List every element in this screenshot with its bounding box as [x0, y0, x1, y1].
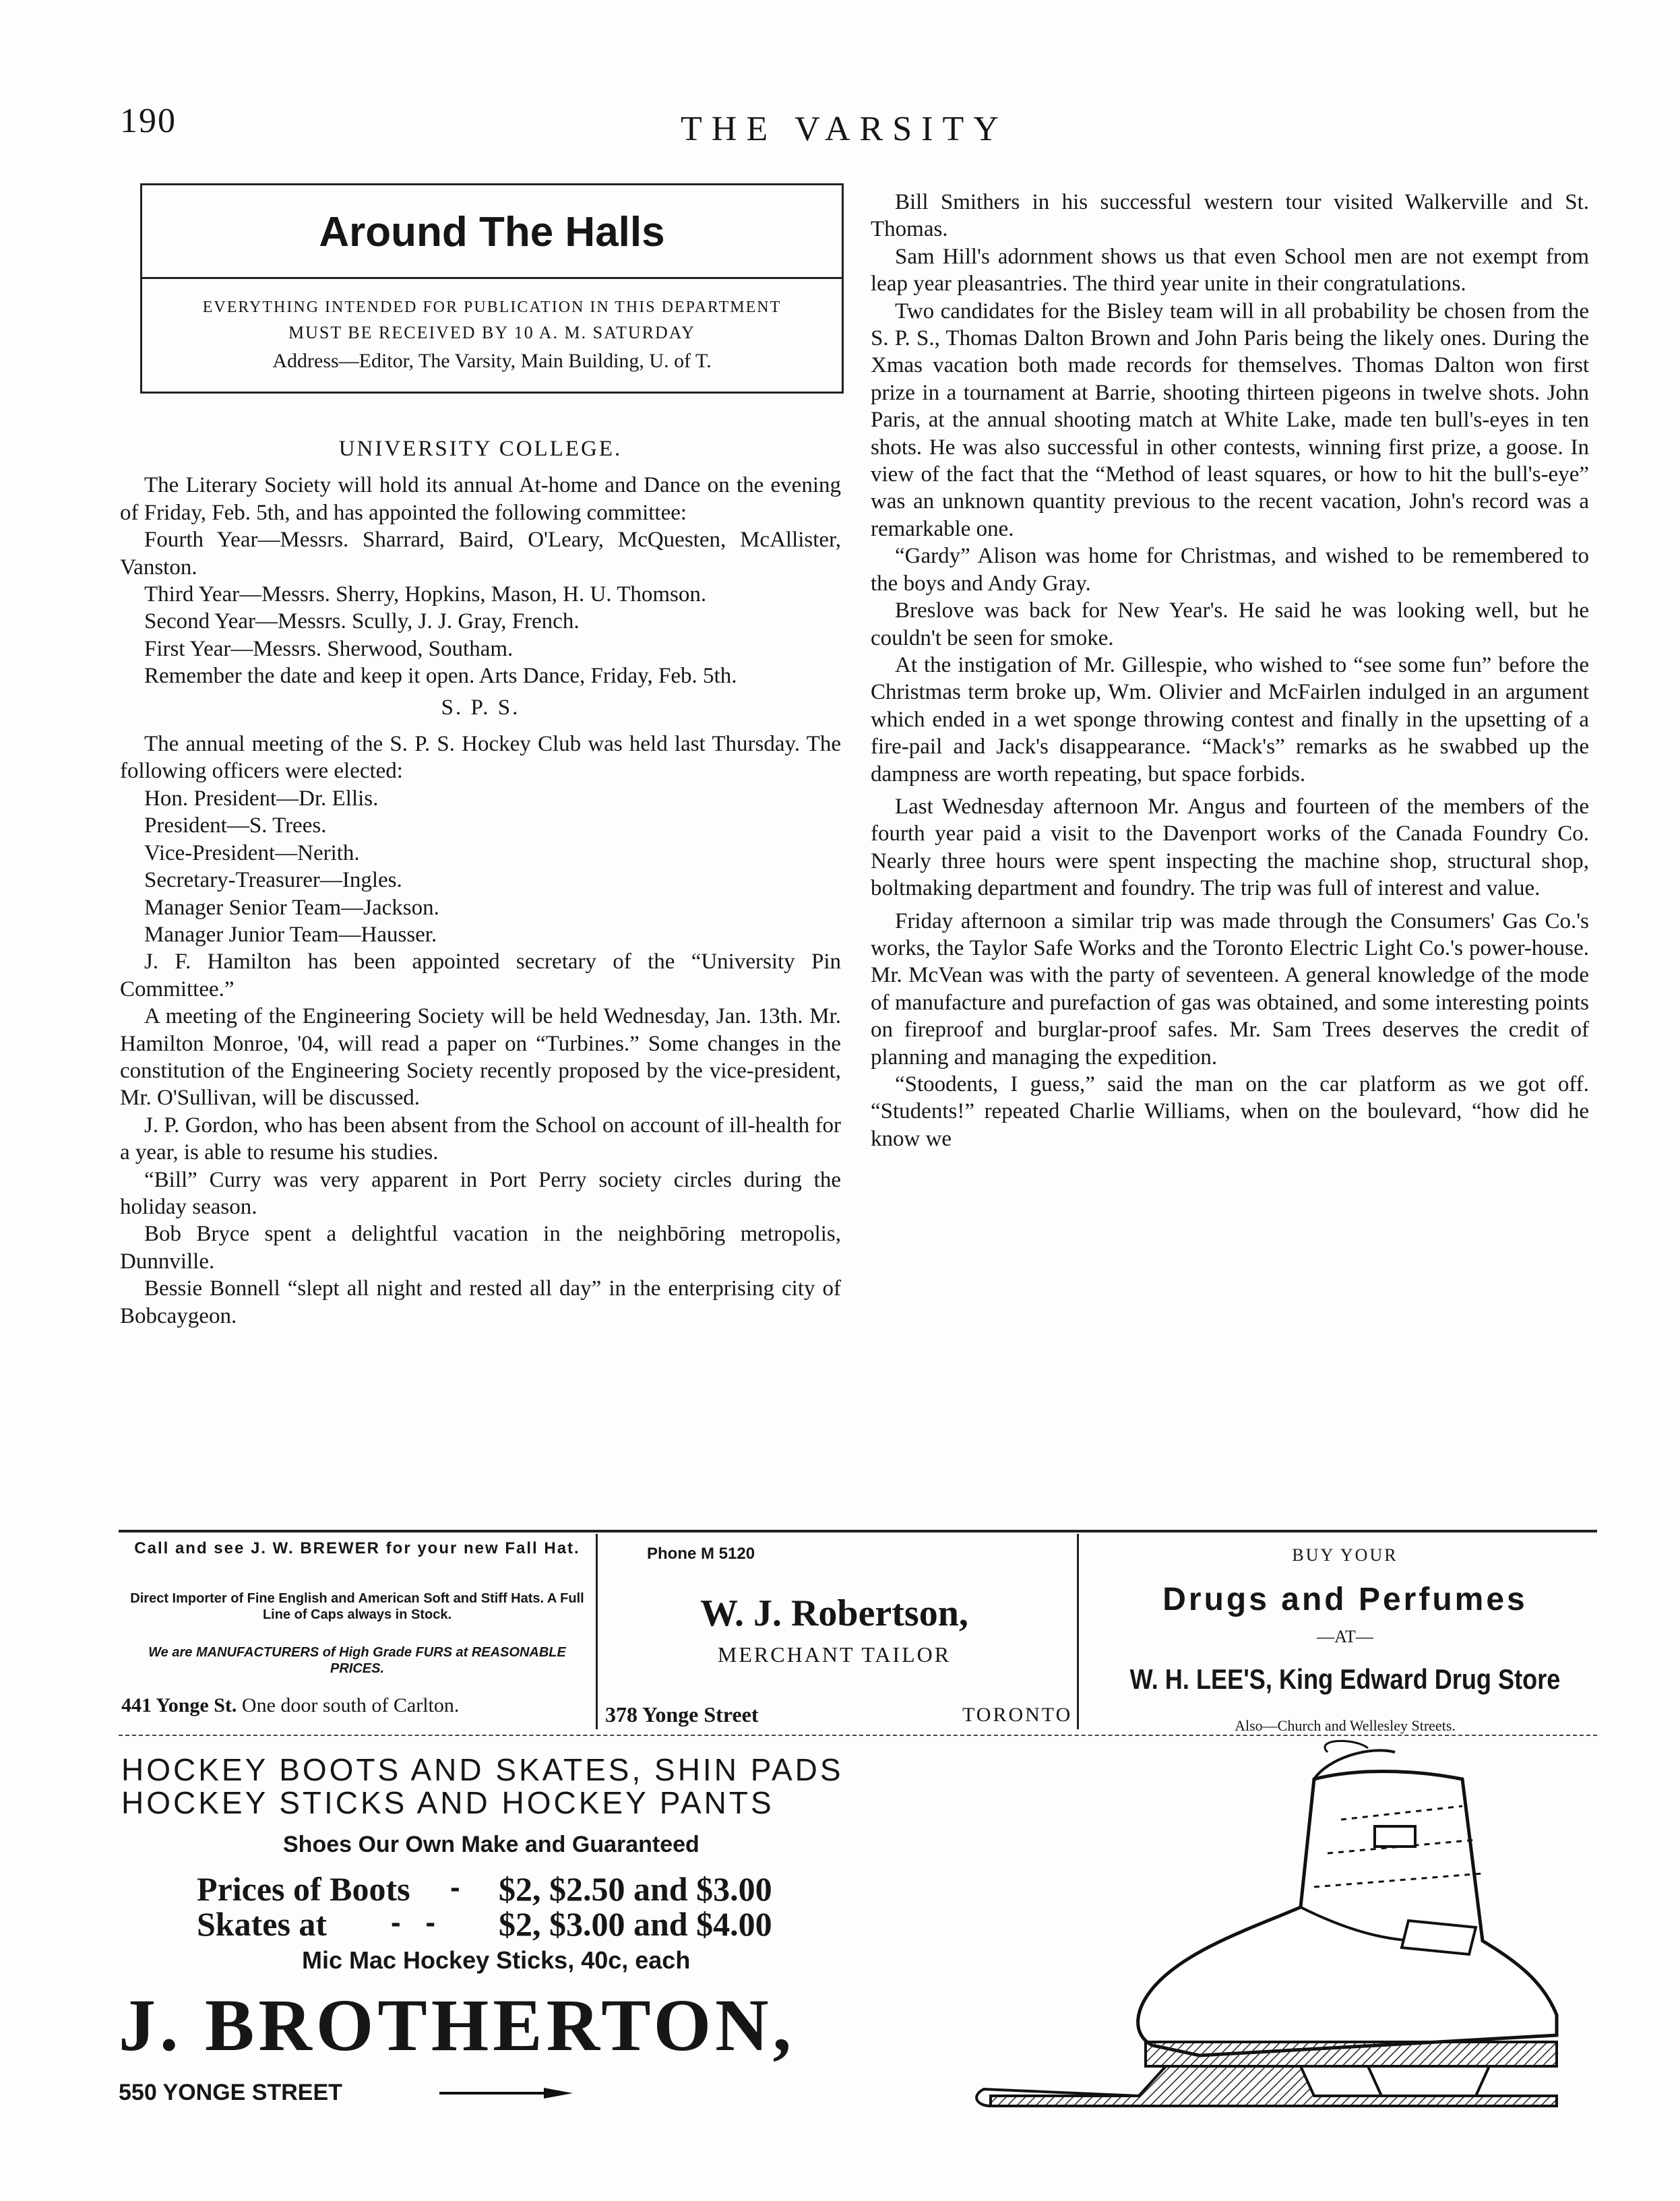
paragraph: Fourth Year—Messrs. Sharrard, Baird, O'Leary, McQuesten, McAllister, Vanston. — [120, 528, 841, 580]
paragraph: The annual meeting of the S. P. S. Hockey Club was held last Thursday. The following officers were elected: — [120, 732, 841, 784]
price-dash: - - — [391, 1906, 435, 1939]
officer-line: Manager Senior Team—Jackson. — [144, 895, 439, 920]
ad-headline: HOCKEY BOOTS AND SKATES, SHIN PADS — [121, 1752, 844, 1787]
ad-text: —AT— — [1317, 1627, 1373, 1646]
paragraph: J. F. Hamilton has been appointed secretary of the “University Pin Committee.” — [120, 950, 841, 1001]
address-number: 441 Yonge St. — [121, 1694, 237, 1716]
ad-address: 550 YONGE STREET — [119, 2080, 342, 2105]
page-number: 190 — [120, 102, 177, 140]
paragraph: Third Year—Messrs. Sherry, Hopkins, Mason, H. U. Thomson. — [144, 582, 707, 607]
paragraph: Sam Hill's adornment shows us that even School men are not exempt from leap year pleasantries. The third year unite in their congratulations. — [871, 244, 1589, 297]
price-dash: - — [450, 1871, 460, 1904]
paragraph: Friday afternoon a similar trip was made through the Consumers' Gas Co.'s works, the Taylor Safe Works and the Toronto Electric Light Co.'s power-house. Mr. McVean was with the party of seventeen. A general knowledge of the mode of manufacture and purefaction of gas was obtained, and some interesting points on fireproof and burglar-proof safes. Mr. Sam Trees deserves the credit of planning and managing the expedition. — [871, 908, 1589, 1070]
ad-name: J. BROTHERTON, — [119, 1984, 796, 2066]
ad-city: TORONTO — [962, 1704, 1073, 1726]
section-heading: UNIVERSITY COLLEGE. — [338, 437, 623, 461]
address-detail: One door south of Carlton. — [241, 1694, 460, 1716]
paragraph: J. P. Gordon, who has been absent from the School on account of ill-health for a year, is able to resume his studies. — [120, 1113, 841, 1165]
ad-address — [121, 1694, 459, 1717]
ad-store-name: W. H. LEE'S, King Edward Drug Store — [1129, 1663, 1561, 1695]
notice-address: Address—Editor, The Varsity, Main Building, U. of T. — [272, 350, 712, 372]
section-title: Around The Halls — [319, 209, 665, 255]
running-title: THE VARSITY — [681, 110, 1008, 148]
price-label: Prices of Boots — [197, 1870, 410, 1908]
officer-line: Manager Junior Team—Hausser. — [144, 922, 437, 947]
box-divider — [142, 277, 842, 279]
ad-text: Shoes Our Own Make and Guaranteed — [283, 1832, 699, 1857]
section-header-box — [140, 183, 844, 394]
officer-line: President—S. Trees. — [144, 813, 327, 838]
notice-line: EVERYTHING INTENDED FOR PUBLICATION IN THIS DEPARTMENT — [202, 299, 782, 316]
ad-text: Also—Church and Wellesley Streets. — [1235, 1717, 1456, 1734]
ad-address: 378 Yonge Street — [605, 1702, 759, 1727]
ad-text: We are MANUFACTURERS of High Grade FURS at REASONABLE PRICES. — [148, 1645, 566, 1676]
price-values: $2, $2.50 and $3.00 — [499, 1870, 772, 1908]
paragraph: Breslove was back for New Year's. He said he was looking well, but he couldn't be seen for smoke. — [871, 598, 1589, 650]
paragraph: Remember the date and keep it open. Arts Dance, Friday, Feb. 5th. — [144, 664, 737, 689]
paragraph: A meeting of the Engineering Society will be held Wednesday, Jan. 13th. Mr. Hamilton Monroe, '04, will read a paper on “Turbines.” Some changes in the constitution of the Engineering Society recently proposed by the vice-president, Mr. O'Sullivan, will be discussed. — [120, 1004, 841, 1111]
ads-top-rule — [119, 1530, 1597, 1532]
notice-line: MUST BE RECEIVED BY 10 A. M. SATURDAY — [288, 323, 695, 342]
ad-headline: HOCKEY STICKS AND HOCKEY PANTS — [121, 1785, 774, 1820]
officer-line: Vice-President—Nerith. — [144, 840, 360, 865]
paragraph: First Year—Messrs. Sherwood, Southam. — [144, 636, 514, 661]
ad-divider — [596, 1534, 598, 1729]
paragraph: “Stoodents, I guess,” said the man on the car platform as we got off. “Students!” repeated Charlie Williams, when on the boulevard, “how did he know we — [871, 1072, 1589, 1151]
section-heading: S. P. S. — [441, 695, 520, 720]
paragraph: “Bill” Curry was very apparent in Port Perry society circles during the holiday season. — [120, 1167, 841, 1219]
price-label: Skates at — [197, 1905, 328, 1943]
paragraph: At the instigation of Mr. Gillespie, who wished to “see some fun” before the Christmas term broke up, Wm. Olivier and McFairlen indulged in an argument which ended in a wet sponge throwing contest and finally in the upsetting of a fire-pail and Jack's disappearance. “Mack's” remarks as he swabbed up the dampness are worth repeating, but space forbids. — [871, 652, 1589, 786]
right-column — [871, 189, 1589, 1152]
ad-headline: Drugs and Perfumes — [1162, 1582, 1528, 1617]
ad-phone: Phone M 5120 — [647, 1545, 755, 1563]
paragraph: Bob Bryce spent a delightful vacation in the neighbōring metropolis, Dunnville. — [120, 1222, 841, 1274]
ad-divider — [1077, 1534, 1079, 1729]
paragraph: Bill Smithers in his successful western tour visited Walkerville and St. Thomas. — [871, 190, 1589, 242]
officer-line: Secretary-Treasurer—Ingles. — [144, 868, 402, 893]
ads-mid-rule — [119, 1735, 1597, 1736]
paragraph: Two candidates for the Bisley team will in all probability be chosen from the S. P. S., Thomas Dalton Brown and John Paris being the likely ones. During the Xmas vacation both made records for themselves. Thomas Dalton won first prize in a tournament at Barrie, shooting thirteen pigeons in twelve shots. John Paris, at the annual shooting match at White Lake, made ten bull's-eyes in ten shots. He was also successful in other contests, winning first prize, a goose. In view of the fact that the “Method of least squares, or how to hit the bull's-eye” was an unknown quantity previous to the recent vacation, John's record was a remarkable one. — [871, 299, 1589, 541]
ad-trade: MERCHANT TAILOR — [717, 1642, 952, 1667]
arrow-icon — [439, 2086, 574, 2100]
ad-text: Call and see J. W. BREWER for your new Fall Hat. — [134, 1539, 580, 1557]
officer-line: Hon. President—Dr. Ellis. — [144, 786, 379, 811]
skate-illustration — [964, 1739, 1577, 2123]
ad-text: Direct Importer of Fine English and American Soft and Stiff Hats. A Full Line of Caps always in Stock. — [130, 1591, 584, 1622]
paragraph: The Literary Society will hold its annual At-home and Dance on the evening of Friday, Feb. 5th, and has appointed the following committee: — [120, 473, 841, 525]
left-column — [120, 431, 841, 1330]
price-values: $2, $3.00 and $4.00 — [499, 1905, 772, 1943]
paragraph: Second Year—Messrs. Scully, J. J. Gray, French. — [144, 609, 580, 634]
paragraph: Last Wednesday afternoon Mr. Angus and fourteen of the members of the fourth year paid a visit to the Davenport works of the Canada Foundry Co. Nearly three hours were spent inspecting the machine shop, structural shop, boltmaking department and foundry. The trip was full of interest and value. — [871, 794, 1589, 901]
paragraph: Bessie Bonnell “slept all night and rested all day” in the enterprising city of Bobcaygeon. — [120, 1276, 841, 1328]
ad-text: Mic Mac Hockey Sticks, 40c, each — [302, 1946, 691, 1974]
ad-text: BUY YOUR — [1292, 1545, 1398, 1565]
ad-name: W. J. Robertson, — [700, 1592, 968, 1634]
paragraph: “Gardy” Alison was home for Christmas, and wished to be remembered to the boys and Andy Gray. — [871, 544, 1589, 596]
